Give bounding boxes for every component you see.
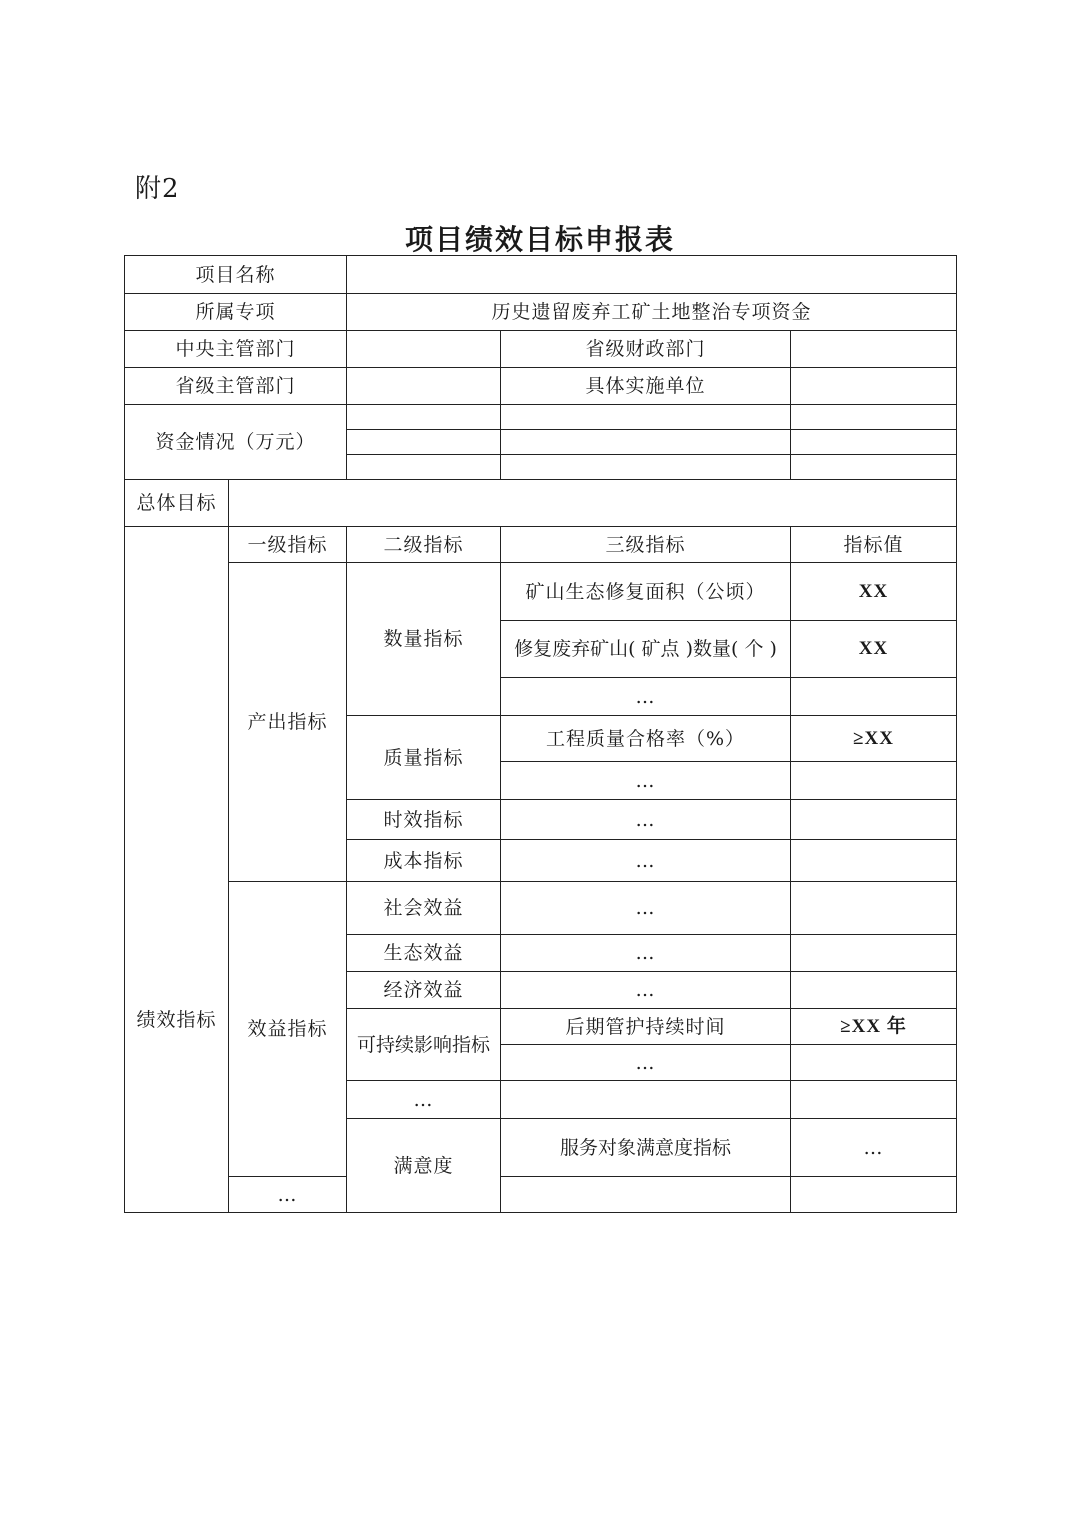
output-indicator-label: 产出指标 <box>229 563 347 882</box>
quantity-item-value[interactable]: XX <box>791 563 957 621</box>
value-cell[interactable] <box>791 1177 957 1213</box>
project-name-field[interactable] <box>347 256 957 294</box>
funds-cell[interactable] <box>501 455 791 480</box>
funds-cell[interactable] <box>347 405 501 430</box>
performance-target-form <box>124 255 957 1213</box>
ecological-benefit-label: 生态效益 <box>347 935 501 972</box>
value-cell[interactable] <box>791 882 957 935</box>
special-label: 所属专项 <box>125 294 347 331</box>
value-cell[interactable] <box>791 1081 957 1119</box>
satisfaction-indicator-label: 满意度 <box>347 1119 501 1213</box>
benefit-indicator-label: 效益指标 <box>229 882 347 1177</box>
implementing-unit-field[interactable] <box>791 368 957 405</box>
provincial-finance-label: 省级财政部门 <box>501 331 791 368</box>
col-level2-header: 二级指标 <box>347 527 501 563</box>
cost-indicator-label: 成本指标 <box>347 840 501 882</box>
quantity-item: 矿山生态修复面积（公顷） <box>501 563 791 621</box>
funds-label: 资金情况（万元） <box>125 405 347 480</box>
service-satisfaction-label: 服务对象满意度指标 <box>501 1119 791 1177</box>
quality-item-value[interactable]: ≥XX <box>791 716 957 762</box>
quality-more: … <box>501 762 791 800</box>
funds-cell[interactable] <box>501 430 791 455</box>
social-more: … <box>501 882 791 935</box>
ecological-more: … <box>501 935 791 972</box>
overall-goal-field[interactable] <box>229 480 957 527</box>
value-cell[interactable] <box>791 762 957 800</box>
timeliness-more: … <box>501 800 791 840</box>
quantity-item: 修复废弃矿山( 矿点 )数量( 个 ) <box>501 621 791 678</box>
sustain-item: 后期管护持续时间 <box>501 1009 791 1045</box>
page-title: 项目绩效目标申报表 <box>404 223 675 256</box>
funds-cell[interactable] <box>791 405 957 430</box>
funds-cell[interactable] <box>347 455 501 480</box>
project-name-label: 项目名称 <box>125 256 347 294</box>
sustain-item-value[interactable]: ≥XX 年 <box>791 1009 957 1045</box>
cost-more: … <box>501 840 791 882</box>
col-level1-header: 一级指标 <box>229 527 347 563</box>
quality-item: 工程质量合格率（%） <box>501 716 791 762</box>
timeliness-indicator-label: 时效指标 <box>347 800 501 840</box>
central-dept-field[interactable] <box>347 331 501 368</box>
provincial-dept-label: 省级主管部门 <box>125 368 347 405</box>
attachment-label: 附2 <box>135 174 180 204</box>
provincial-dept-field[interactable] <box>347 368 501 405</box>
value-cell[interactable] <box>791 972 957 1009</box>
central-dept-label: 中央主管部门 <box>125 331 347 368</box>
level3-cell[interactable] <box>501 1081 791 1119</box>
provincial-finance-field[interactable] <box>791 331 957 368</box>
funds-cell[interactable] <box>501 405 791 430</box>
quantity-more: … <box>501 678 791 716</box>
implementing-unit-label: 具体实施单位 <box>501 368 791 405</box>
sustain-more: … <box>501 1045 791 1081</box>
level3-cell[interactable] <box>501 1177 791 1213</box>
social-benefit-label: 社会效益 <box>347 882 501 935</box>
overall-goal-label: 总体目标 <box>125 480 229 527</box>
satisfaction-more: … <box>229 1177 347 1213</box>
economic-more: … <box>501 972 791 1009</box>
economic-benefit-label: 经济效益 <box>347 972 501 1009</box>
value-cell[interactable] <box>791 1045 957 1081</box>
performance-indicators-label: 绩效指标 <box>125 527 229 1213</box>
quantity-indicator-label: 数量指标 <box>347 563 501 716</box>
col-value-header: 指标值 <box>791 527 957 563</box>
special-value: 历史遗留废弃工矿土地整治专项资金 <box>347 294 957 331</box>
col-level3-header: 三级指标 <box>501 527 791 563</box>
benefit-more: … <box>347 1081 501 1119</box>
funds-cell[interactable] <box>791 455 957 480</box>
quantity-item-value[interactable]: XX <box>791 621 957 678</box>
value-cell[interactable] <box>791 678 957 716</box>
quality-indicator-label: 质量指标 <box>347 716 501 800</box>
funds-cell[interactable] <box>347 430 501 455</box>
funds-cell[interactable] <box>791 430 957 455</box>
sustainability-indicator-label: 可持续影响指标 <box>347 1009 501 1081</box>
value-cell[interactable] <box>791 840 957 882</box>
service-satisfaction-more: … <box>791 1119 957 1177</box>
value-cell[interactable] <box>791 800 957 840</box>
value-cell[interactable] <box>791 935 957 972</box>
